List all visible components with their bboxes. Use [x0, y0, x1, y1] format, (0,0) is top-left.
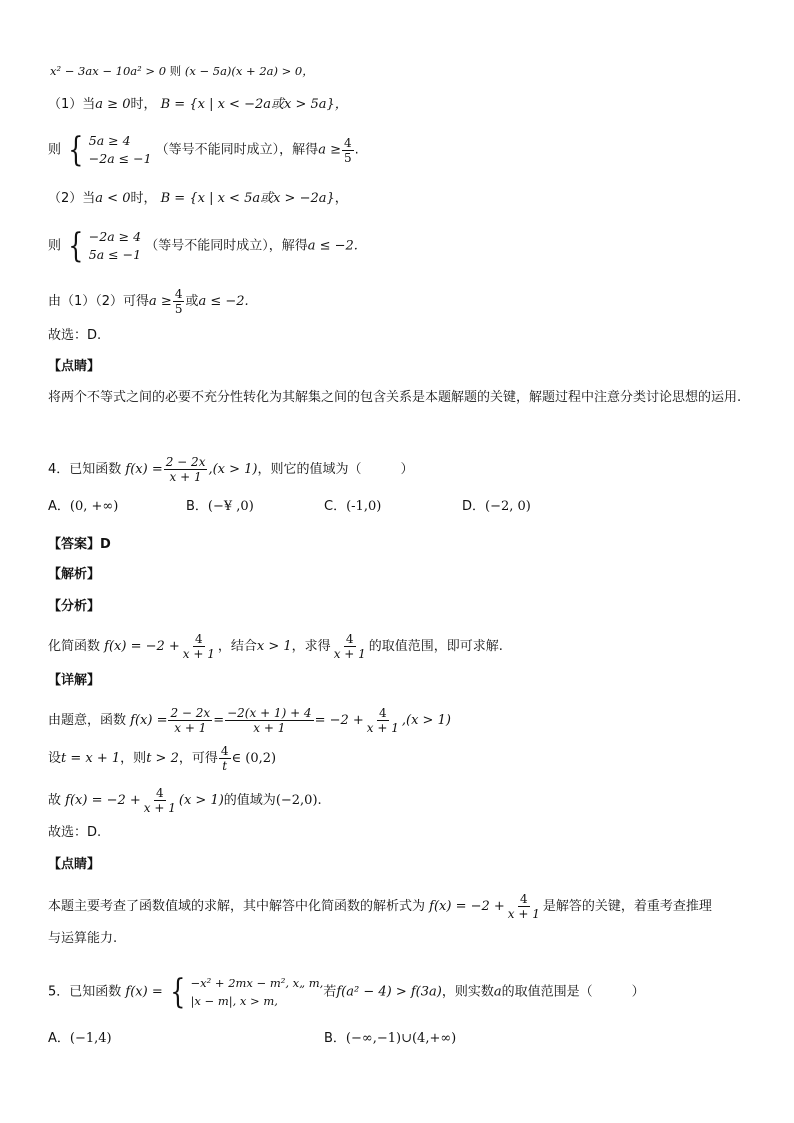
case1-condition: a ≥ 0 [95, 97, 131, 112]
fenxi-line [48, 632, 503, 661]
dianjing-text-1: 将两个不等式之间的必要不充分性转化为其解集之间的包含关系是本题解题的关键，解题过程中注意分类讨论思想的运用. [48, 390, 742, 405]
q4-frac-num: 2 − 2x [165, 455, 206, 469]
detail-line-2 [48, 744, 276, 773]
q5-prefix: 5．已知函数 [48, 984, 122, 1000]
q5-variable: a [493, 984, 502, 1000]
d1-frac1-num: 2 − 2x [170, 706, 211, 720]
fx-function: f(x) = −2 + [104, 639, 180, 654]
solution-line-1 [50, 62, 314, 80]
d1-equals-2: = −2 + [314, 713, 364, 728]
conclusion-line [48, 287, 249, 316]
case2-mid: 时， [130, 191, 157, 206]
q4-frac-den: x + 1 [169, 470, 202, 484]
option-value: (−¥ ,0) [207, 499, 254, 514]
dj2-suffix: 是解答的关键，着重考查推理 [542, 899, 712, 914]
case1-note: （等号不能同时成立），解得 [155, 142, 319, 158]
conclusion-a: a ≥ [149, 294, 172, 309]
conclusion-or: 或 [185, 294, 199, 309]
dj2-function: f(x) = −2 + [429, 899, 505, 914]
fx-frac2-den: x + 1 [333, 647, 366, 661]
choose-line-1: 故选：D. [48, 328, 102, 343]
option-label: A． [48, 499, 70, 514]
conclusion-b: a ≤ −2. [198, 294, 249, 309]
d3-function: f(x) = −2 + [65, 793, 141, 808]
case1-system-row-1: 5a ≥ 4 [88, 133, 131, 148]
jiexi-heading: 【解析】 [48, 567, 101, 582]
factored-expr: (x − 5a)(x + 2a) > 0， [184, 64, 314, 78]
d2-frac-num: 4 [220, 744, 229, 758]
fx-mid: ，结合 [217, 639, 257, 654]
then-text: 则 [169, 64, 182, 78]
q5-piece-1: −x² + 2mx − m², x„ m, [190, 976, 324, 990]
d1-frac1-den: x + 1 [174, 721, 207, 735]
d1-frac2-den: x + 1 [253, 721, 286, 735]
d3-mid: 的值域为 [223, 793, 276, 808]
d2-interval: ∈ (0,2) [231, 751, 277, 766]
fx-mid2: ，求得 [291, 639, 331, 654]
option-label: D． [462, 499, 486, 514]
d1-domain: ,(x > 1) [401, 713, 451, 728]
q4-option-c[interactable] [324, 498, 381, 516]
d2-frac-den: t [222, 759, 228, 773]
dj2-prefix: 本题主要考查了函数值域的求解，其中解答中化简函数的解析式为 [48, 899, 426, 914]
fx-frac-den: x + 1 [182, 647, 215, 661]
q5-end: 的取值范围是（ ） [501, 984, 645, 1000]
brace-icon: { [170, 972, 186, 1012]
d1-frac3-den: x + 1 [366, 721, 399, 735]
detail-line-1 [48, 706, 451, 735]
fx-prefix: 化简函数 [48, 639, 101, 654]
case1-system [65, 132, 151, 168]
conclusion-prefix: 由（1）（2）可得 [48, 294, 150, 309]
d2-condition: t > 2 [146, 751, 179, 766]
q4-domain: ,(x > 1) [208, 462, 258, 477]
question-4 [48, 455, 414, 484]
conclusion-frac-den: 5 [174, 302, 183, 316]
inequality-expr: x² − 3ax − 10a² > 0 [50, 64, 167, 78]
d2-prefix: 设 [48, 751, 62, 766]
q4-fraction [164, 455, 208, 484]
case2-tail: ， [334, 191, 348, 206]
case2-condition: a < 0 [95, 191, 131, 206]
case1-frac-num: 4 [343, 135, 352, 150]
q5-condition: f(a² − 4) > f(3a) [336, 984, 442, 1000]
q5-option-a[interactable] [48, 1030, 112, 1048]
q5-piecewise [167, 974, 323, 1010]
case1-prefix: （1）当 [48, 97, 96, 112]
option-value: (-1,0) [346, 499, 382, 514]
dianjing-text-2-line-2: 与运算能力. [48, 931, 118, 946]
case2-system-row-2: 5a ≤ −1 [88, 247, 142, 262]
option-label: C． [324, 499, 347, 514]
detail-line-3 [48, 786, 322, 815]
d3-domain: (x > 1) [178, 793, 224, 808]
case1-fraction [342, 136, 354, 165]
case2-system-line [48, 228, 358, 264]
q4-option-d[interactable] [462, 498, 531, 516]
d1-frac2-num: −2(x + 1) + 4 [227, 706, 312, 720]
d1-function: f(x) = [130, 713, 168, 728]
option-value: (−∞,−1)∪(4,+∞) [345, 1031, 457, 1046]
q5-function: f(x) = [125, 984, 163, 1000]
case1-end: . [354, 142, 359, 158]
option-label: A． [48, 1031, 70, 1046]
answer-line: 【答案】D [48, 537, 111, 552]
d3-fraction [142, 786, 178, 815]
question-5 [48, 974, 645, 1010]
q4-function: f(x) = [125, 462, 163, 477]
case1-ze: 则 [48, 142, 62, 158]
case2-line [48, 190, 348, 208]
d1-fraction-3 [365, 706, 401, 735]
case2-prefix: （2）当 [48, 191, 96, 206]
d1-frac3-num: 4 [379, 706, 387, 720]
fenxi-heading: 【分析】 [48, 599, 101, 614]
case1-system-line [48, 132, 359, 168]
dianjing-heading-1: 【点睛】 [48, 359, 101, 374]
case2-result: a ≤ −2. [307, 238, 358, 254]
q5-suffix: ，则实数 [441, 984, 494, 1000]
option-value: (−2, 0) [485, 499, 531, 514]
dianjing-text-2 [48, 892, 712, 921]
dj2-frac-den: x + 1 [507, 907, 540, 921]
d2-mid2: ，可得 [178, 751, 218, 766]
d1-fraction-2 [225, 706, 313, 735]
q5-option-b[interactable] [324, 1030, 456, 1048]
xiangjie-heading: 【详解】 [48, 673, 101, 688]
case1-system-row-2: −2a ≤ −1 [88, 151, 152, 166]
brace-icon: { [68, 130, 84, 170]
fx-frac2-num: 4 [345, 632, 354, 646]
q5-if: 若 [323, 984, 337, 1000]
fx-suffix: 的取值范围，即可求解. [368, 639, 503, 654]
case2-set: B = {x | x < 5a或x > −2a} [160, 191, 335, 206]
case2-ze: 则 [48, 238, 62, 254]
d3-range: (−2,0). [275, 793, 322, 808]
fx-condition: x > 1 [256, 639, 292, 654]
q4-suffix: ，则它的值域为（ ） [257, 462, 414, 477]
q5-piece-2: |x − m|, x > m, [190, 994, 278, 1008]
option-label: B． [324, 1031, 346, 1046]
dianjing-heading-2: 【点睛】 [48, 857, 101, 872]
conclusion-fraction [173, 287, 185, 316]
d1-prefix: 由题意，函数 [48, 713, 127, 728]
dj2-frac-num: 4 [520, 892, 528, 906]
option-value: (0, +∞) [69, 499, 119, 514]
d1-fraction-1 [168, 706, 212, 735]
option-label: B． [186, 499, 208, 514]
d2-fraction [219, 744, 231, 773]
q4-option-b[interactable] [186, 498, 254, 516]
d2-mid: ，则 [120, 751, 147, 766]
case2-note: （等号不能同时成立），解得 [145, 238, 308, 254]
fx-frac-num: 4 [195, 632, 203, 646]
choose-line-2: 故选：D. [48, 825, 102, 840]
fx-fraction [181, 632, 217, 661]
q4-option-a[interactable] [48, 498, 118, 516]
case2-system [65, 228, 141, 264]
case1-set: B = {x | x < −2a或x > 5a}， [160, 97, 348, 112]
case2-system-row-1: −2a ≥ 4 [88, 229, 142, 244]
case1-mid: 时， [130, 97, 157, 112]
case1-line [48, 96, 348, 114]
fx-fraction-2 [332, 632, 368, 661]
d3-prefix: 故 [48, 793, 62, 808]
d2-substitution: t = x + 1 [61, 751, 121, 766]
case1-frac-den: 5 [343, 150, 352, 165]
d3-frac-num: 4 [156, 786, 164, 800]
brace-icon: { [68, 226, 84, 266]
d3-frac-den: x + 1 [143, 801, 176, 815]
case1-result: a ≥ [318, 142, 341, 158]
conclusion-frac-num: 4 [174, 287, 183, 301]
option-value: (−1,4) [69, 1031, 112, 1046]
d1-equals: = [213, 713, 225, 728]
q4-prefix: 4．已知函数 [48, 462, 122, 477]
dj2-fraction [506, 892, 542, 921]
